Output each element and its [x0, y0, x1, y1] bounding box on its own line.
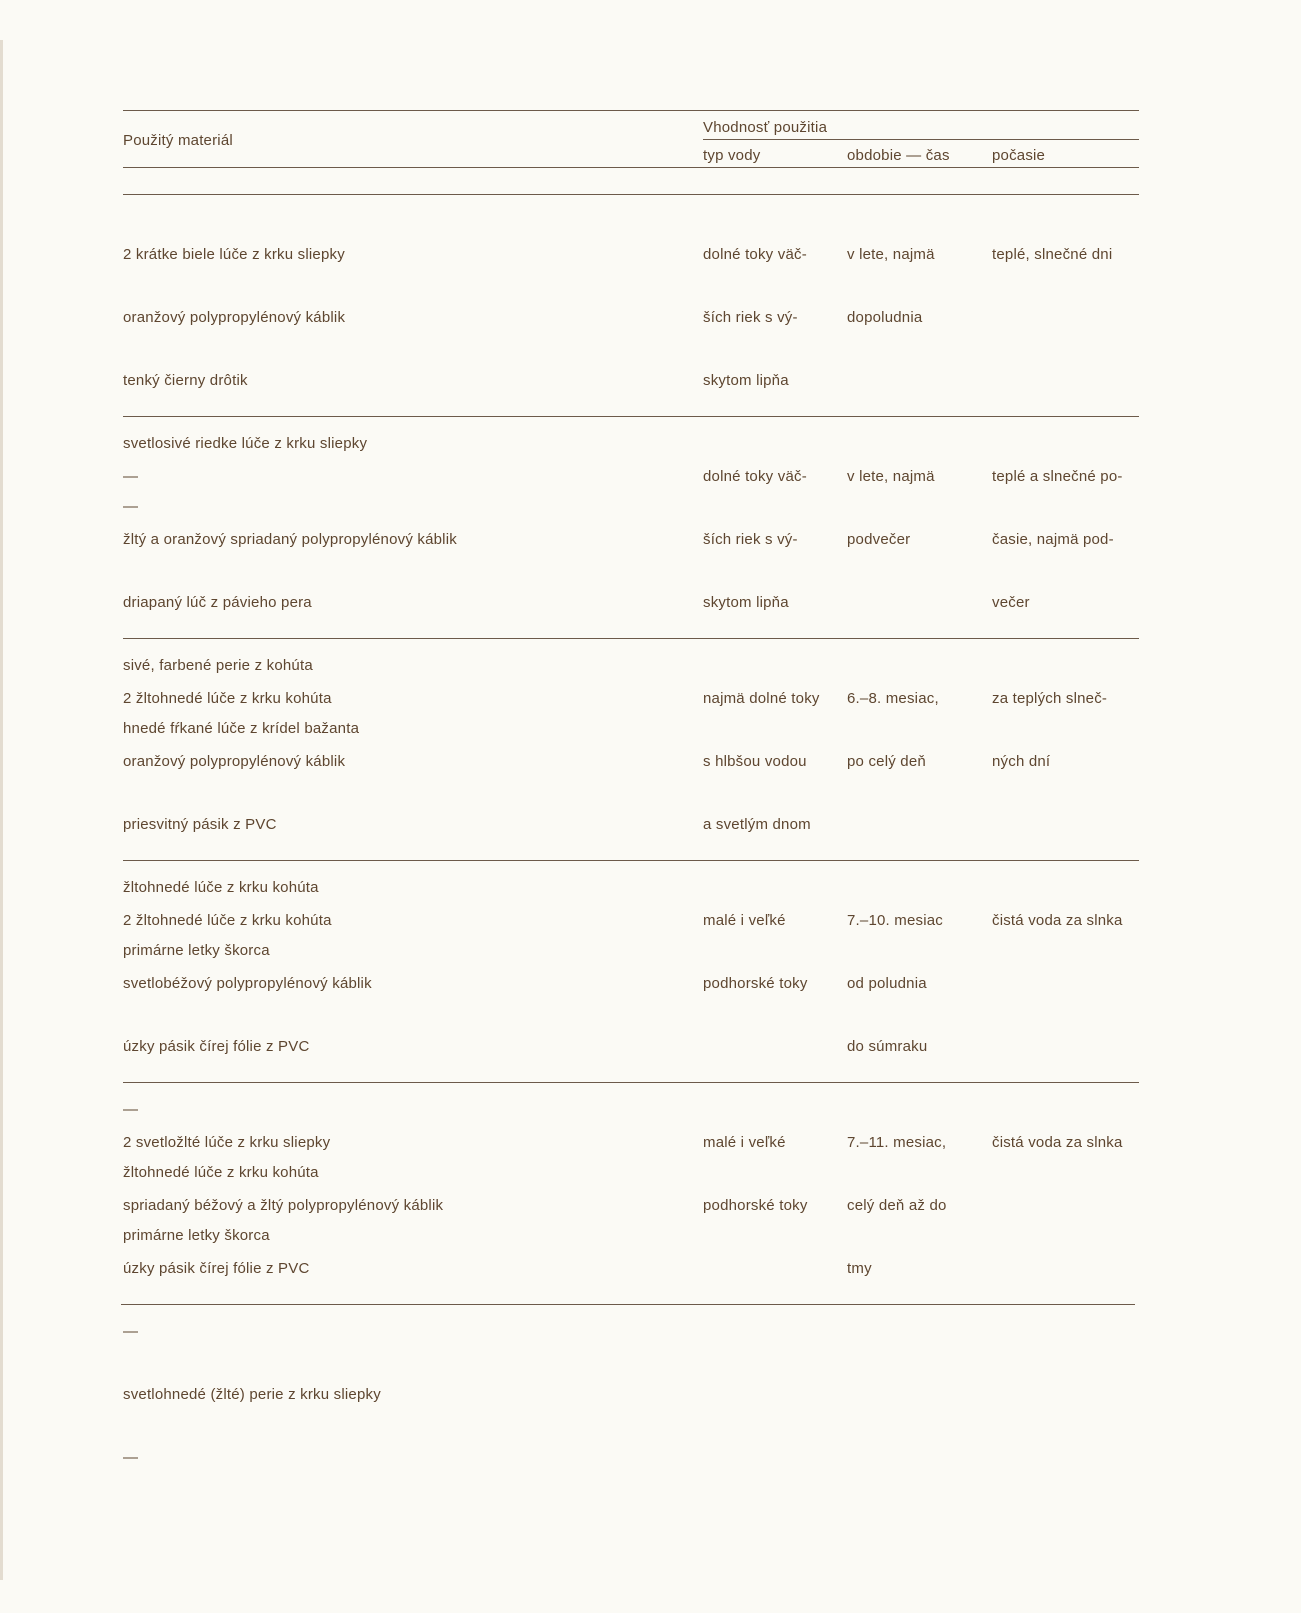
weather-line: časie, najmä pod-	[992, 531, 1114, 548]
weather-line: čistá voda za slnka	[992, 912, 1123, 929]
weather-header: počasie	[992, 147, 1046, 164]
water-type-line: skytom lipňa	[703, 372, 789, 389]
header-bottom-rule	[123, 167, 1139, 168]
period-line: do súmraku	[847, 1038, 928, 1055]
material-item: hnedé fŕkané lúče z krídel bažanta	[123, 720, 360, 737]
row-separator	[123, 638, 1139, 639]
weather-cell	[992, 424, 1123, 655]
water-type-cell	[703, 424, 807, 655]
period-line: v lete, najmä	[847, 246, 935, 263]
period-line: v lete, najmä	[847, 468, 935, 485]
material-item: 2 žltohnedé lúče z krku kohúta	[123, 912, 332, 929]
water-type-line: skytom lipňa	[703, 594, 789, 611]
material-item: úzky pásik čírej fólie z PVC	[123, 1038, 310, 1055]
material-item: priesvitný pásik z PVC	[123, 816, 277, 833]
weather-line: teplé, slnečné dni	[992, 246, 1113, 263]
period-header: obdobie — čas	[847, 147, 950, 164]
material-item: primárne letky škorca	[123, 942, 270, 959]
material-item: svetlosivé riedke lúče z krku sliepky	[123, 435, 368, 452]
material-item: spriadaný béžový a žltý polypropylénový káblik	[123, 1197, 444, 1214]
period-line: podvečer	[847, 531, 911, 548]
water-type-line: dolné toky väč-	[703, 246, 807, 263]
material-item: žltý a oranžový spriadaný polypropylénový káblik	[123, 531, 457, 548]
period-cell	[847, 1090, 947, 1321]
material-item: 2 svetložlté lúče z krku sliepky	[123, 1134, 331, 1151]
water-type-header: typ vody	[703, 147, 761, 164]
row-separator	[123, 860, 1139, 861]
weather-cell	[992, 202, 1112, 307]
water-type-line: ších riek s vý-	[703, 309, 798, 326]
period-line: 7.–10. mesiac	[847, 912, 943, 929]
material-item: 2 žltohnedé lúče z krku kohúta	[123, 690, 332, 707]
water-type-line: a svetlým dnom	[703, 816, 811, 833]
subheader-rule	[703, 139, 1139, 140]
water-type-line: najmä dolné toky	[703, 690, 820, 707]
water-type-cell	[703, 202, 807, 433]
material-item: tenký čierny drôtik	[123, 372, 248, 389]
period-line: od poludnia	[847, 975, 927, 992]
row-separator	[123, 416, 1139, 417]
material-item: žltohnedé lúče z krku kohúta	[123, 1164, 319, 1181]
material-item: —	[123, 468, 139, 485]
weather-cell	[992, 1090, 1123, 1195]
water-type-line: dolné toky väč-	[703, 468, 807, 485]
material-item: primárne letky škorca	[123, 1227, 270, 1244]
period-line: po celý deň	[847, 753, 926, 770]
weather-cell	[992, 646, 1107, 814]
material-item: —	[123, 1449, 139, 1466]
weather-cell	[992, 868, 1123, 973]
period-line: tmy	[847, 1260, 872, 1277]
period-line: dopoludnia	[847, 309, 923, 326]
period-line: 6.–8. mesiac,	[847, 690, 939, 707]
bottom-rule	[121, 1304, 1135, 1305]
water-type-line: podhorské toky	[703, 975, 808, 992]
material-item: —	[123, 1101, 139, 1118]
material-item: oranžový polypropylénový káblik	[123, 753, 346, 770]
material-item: —	[123, 1323, 139, 1340]
material-item: svetlobéžový polypropylénový káblik	[123, 975, 372, 992]
material-item: sivé, farbené perie z kohúta	[123, 657, 313, 674]
period-cell	[847, 202, 935, 370]
weather-line: za teplých slneč-	[992, 690, 1108, 707]
material-list	[123, 1090, 443, 1510]
period-cell	[847, 646, 939, 814]
period-cell	[847, 424, 935, 592]
material-item: úzky pásik čírej fólie z PVC	[123, 1260, 310, 1277]
material-item: svetlohnedé (žlté) perie z krku sliepky	[123, 1386, 381, 1403]
water-type-line: s hlbšou vodou	[703, 753, 807, 770]
row-separator	[123, 1082, 1139, 1083]
period-cell	[847, 868, 943, 1099]
weather-line: teplé a slnečné po-	[992, 468, 1123, 485]
row-separator	[123, 194, 1139, 195]
water-type-line: podhorské toky	[703, 1197, 808, 1214]
water-type-cell	[703, 1090, 808, 1258]
water-type-line: ších riek s vý-	[703, 531, 798, 548]
material-item: driapaný lúč z pávieho pera	[123, 594, 312, 611]
suitability-header: Vhodnosť použitia	[703, 119, 828, 136]
water-type-cell	[703, 646, 820, 877]
weather-line: ných dní	[992, 753, 1051, 770]
page-edge-mark	[0, 40, 3, 1580]
water-type-line: malé i veľké	[703, 1134, 786, 1151]
period-line: celý deň až do	[847, 1197, 947, 1214]
material-item: —	[123, 498, 139, 515]
water-type-cell	[703, 868, 808, 1036]
weather-line: večer	[992, 594, 1030, 611]
period-line: 7.–11. mesiac,	[847, 1134, 947, 1151]
top-rule	[123, 110, 1139, 111]
weather-line: čistá voda za slnka	[992, 1134, 1123, 1151]
material-header: Použitý materiál	[123, 132, 233, 149]
material-item: žltohnedé lúče z krku kohúta	[123, 879, 319, 896]
water-type-line: malé i veľké	[703, 912, 786, 929]
material-item: 2 krátke biele lúče z krku sliepky	[123, 246, 345, 263]
material-item: oranžový polypropylénový káblik	[123, 309, 346, 326]
